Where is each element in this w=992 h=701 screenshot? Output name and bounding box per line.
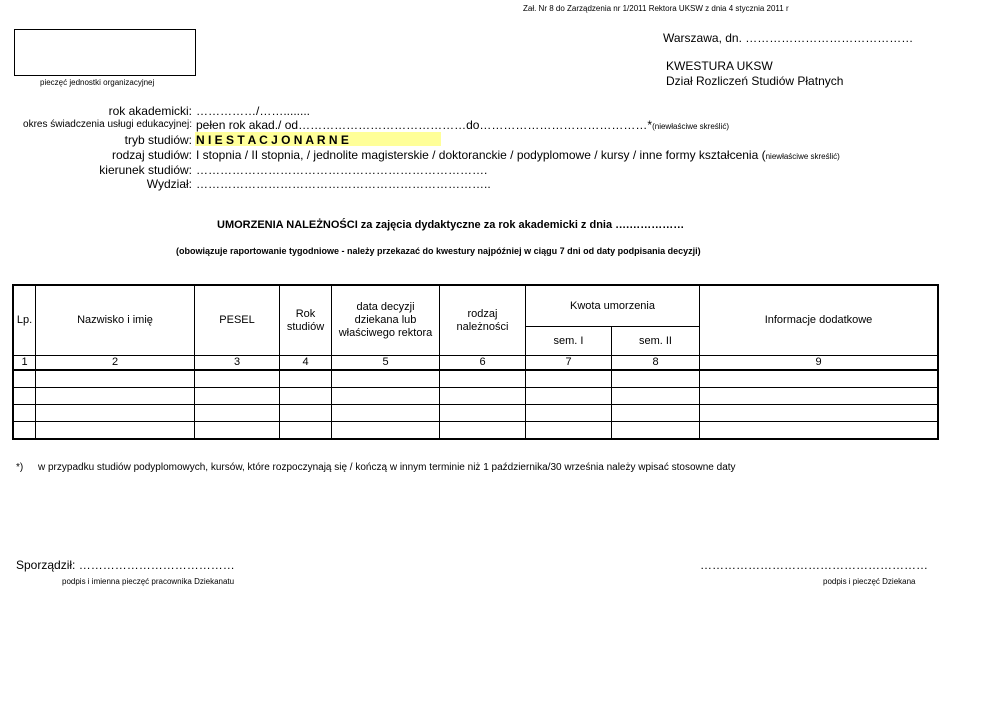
- kierunek-label: kierunek studiów:: [99, 163, 192, 177]
- okres-value-text: pełen rok akad./ od……………………………………do……………………………………*: [196, 118, 653, 132]
- umorzenia-table: [13, 285, 938, 439]
- signature-left: Sporządził: …………………………………: [16, 558, 235, 572]
- header-nazwisko: Nazwisko i imię: [36, 286, 195, 356]
- okres-label: okres świadczenia usługi edukacyjnej:: [23, 119, 192, 130]
- table-cell[interactable]: [332, 370, 440, 388]
- header-sem1: sem. I: [526, 327, 612, 356]
- kierunek-value: ……………………………………………………………….: [196, 163, 488, 177]
- table-cell[interactable]: [14, 405, 36, 422]
- rok-value: ……………/……........: [196, 104, 311, 118]
- column-number: 5: [332, 356, 440, 371]
- header-rodzaj-line1: rodzaj: [467, 307, 498, 320]
- header-lp: Lp.: [14, 286, 36, 356]
- table-cell[interactable]: [700, 388, 938, 405]
- table-cell[interactable]: [526, 422, 612, 439]
- column-number: 8: [612, 356, 700, 371]
- table-cell[interactable]: [36, 388, 195, 405]
- table-cell[interactable]: [440, 370, 526, 388]
- column-number: 7: [526, 356, 612, 371]
- table-cell[interactable]: [440, 422, 526, 439]
- table-cell[interactable]: [440, 388, 526, 405]
- header-rok-line2: studiów: [286, 320, 325, 333]
- table-cell[interactable]: [280, 388, 332, 405]
- header-rok: [280, 286, 332, 356]
- recipient-line2: Dział Rozliczeń Studiów Płatnych: [666, 74, 844, 88]
- table-cell[interactable]: [612, 370, 700, 388]
- city-date: Warszawa, dn. ……………………………………: [663, 31, 914, 45]
- table-cell[interactable]: [195, 422, 280, 439]
- signature-right-caption: podpis i pieczęć Dziekana: [823, 577, 916, 586]
- column-number: 3: [195, 356, 280, 371]
- header-rok-line1: Rok: [295, 307, 316, 320]
- table-cell[interactable]: [195, 370, 280, 388]
- okres-value: [196, 118, 729, 132]
- table-row: [14, 422, 938, 439]
- table-cell[interactable]: [526, 388, 612, 405]
- table-cell[interactable]: [36, 405, 195, 422]
- signature-left-caption: podpis i imienna pieczęć pracownika Dziekanatu: [62, 577, 235, 586]
- table-cell[interactable]: [332, 388, 440, 405]
- table-row: [14, 405, 938, 422]
- rodzaj-value-text: I stopnia / II stopnia, / jednolite magisterskie / doktoranckie / podyplomowe / kursy / inne formy kształcenia (: [196, 148, 766, 162]
- table-row: [14, 370, 938, 388]
- column-number: 4: [280, 356, 332, 371]
- header-data-decyzji: [332, 286, 440, 356]
- table-cell[interactable]: [280, 405, 332, 422]
- rodzaj-label: rodzaj studiów:: [111, 148, 192, 162]
- footnote-text: w przypadku studiów podyplomowych, kursów, które rozpoczynają się / kończą w innym terminie niż 1 października/30 września należy wpisać stosowne daty: [38, 462, 736, 473]
- table-cell[interactable]: [14, 388, 36, 405]
- regulation-note: Zał. Nr 8 do Zarządzenia nr 1/2011 Rektora UKSW z dnia 4 stycznia 2011 r: [523, 4, 789, 13]
- header-sem2: sem. II: [612, 327, 700, 356]
- table-row: [14, 388, 938, 405]
- tryb-value: N I E S T A C J O N A R N E: [196, 133, 349, 147]
- table-cell[interactable]: [14, 370, 36, 388]
- header-rodzaj: [440, 286, 526, 356]
- table-cell[interactable]: [36, 370, 195, 388]
- column-number: 9: [700, 356, 938, 371]
- rodzaj-value: [196, 148, 840, 162]
- stamp-label: pieczęć jednostki organizacyjnej: [40, 78, 155, 87]
- column-number: 6: [440, 356, 526, 371]
- table-cell[interactable]: [14, 422, 36, 439]
- table-cell[interactable]: [526, 370, 612, 388]
- table-cell[interactable]: [195, 405, 280, 422]
- column-number-row: [14, 356, 938, 371]
- okres-note: (niewłaściwe skreślić): [652, 122, 729, 131]
- wydzial-value: ………………………………………………………………..: [196, 177, 491, 191]
- table-cell[interactable]: [612, 422, 700, 439]
- table-cell[interactable]: [332, 405, 440, 422]
- header-rodzaj-line2: należności: [456, 320, 509, 333]
- column-number: 1: [14, 356, 36, 371]
- document-subtitle: (obowiązuje raportowanie tygodniowe - należy przekazać do kwestury najpóźniej w ciągu 7 dni od daty podpisania decyzji): [176, 246, 701, 256]
- table-cell[interactable]: [36, 422, 195, 439]
- signature-right: …………………………………………………: [700, 558, 928, 572]
- header-data-line2: dziekana lub: [354, 314, 417, 326]
- tryb-label: tryb studiów:: [124, 133, 192, 147]
- header-data-line1: data decyzji: [356, 301, 415, 313]
- table-cell[interactable]: [526, 405, 612, 422]
- table-cell[interactable]: [700, 370, 938, 388]
- document-title: UMORZENIA NALEŻNOŚCI za zajęcia dydaktyczne za rok akademicki z dnia ….……………: [217, 219, 685, 231]
- rodzaj-note: niewłaściwe skreślić): [765, 152, 840, 161]
- table-cell[interactable]: [612, 388, 700, 405]
- table-cell[interactable]: [280, 370, 332, 388]
- footnote-mark: *): [16, 462, 24, 473]
- column-number: 2: [36, 356, 195, 371]
- table-cell[interactable]: [195, 388, 280, 405]
- table-cell[interactable]: [700, 405, 938, 422]
- wydzial-label: Wydział:: [146, 177, 192, 191]
- header-pesel: PESEL: [195, 286, 280, 356]
- rok-label: rok akademicki:: [108, 104, 192, 118]
- recipient-line1: KWESTURA UKSW: [666, 59, 773, 73]
- table-cell[interactable]: [700, 422, 938, 439]
- header-info: Informacje dodatkowe: [700, 286, 938, 356]
- table-cell[interactable]: [332, 422, 440, 439]
- table-cell[interactable]: [280, 422, 332, 439]
- table-cell[interactable]: [612, 405, 700, 422]
- header-data-line3: właściwego rektora: [338, 327, 433, 339]
- stamp-box: [14, 29, 196, 76]
- header-kwota: Kwota umorzenia: [526, 286, 700, 327]
- table-cell[interactable]: [440, 405, 526, 422]
